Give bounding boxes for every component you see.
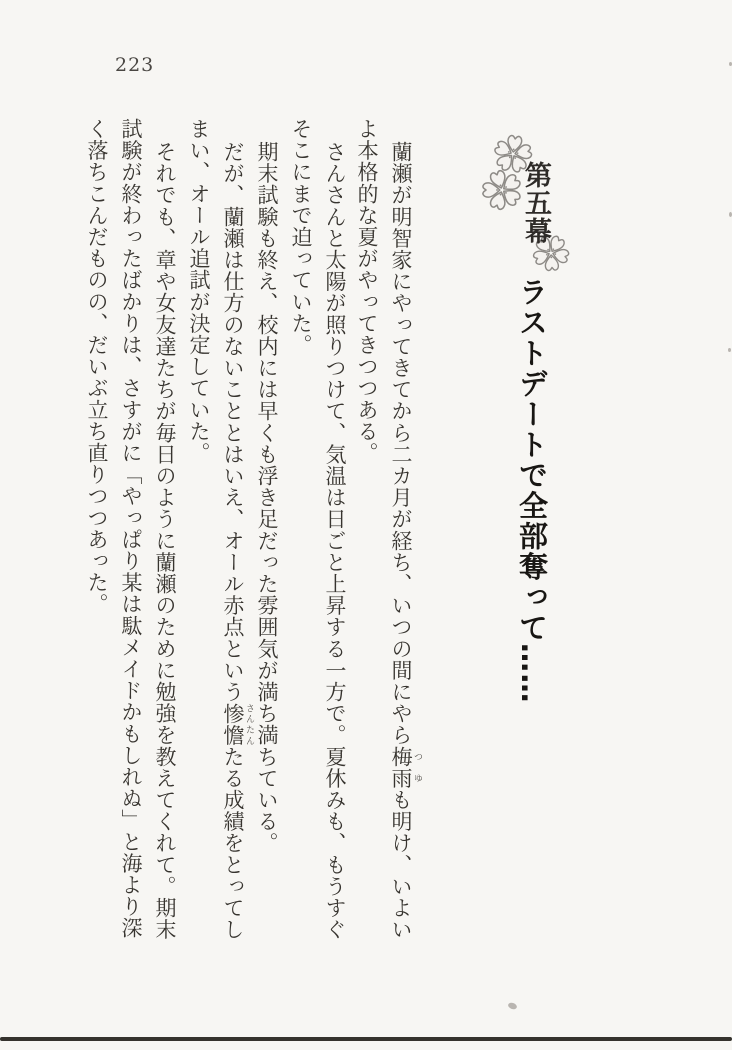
- text-line: [86, 118, 107, 615]
- furigana: つゆ: [412, 745, 422, 790]
- text-line: [222, 118, 254, 940]
- ruby-base: 惨憺: [221, 702, 245, 746]
- line-text: まい、オール追試が決定していた。: [187, 118, 211, 464]
- ruby-base: 梅雨: [389, 745, 413, 790]
- line-text: さんさんと太陽が照りつけて、気温は日ごと上昇する一方で。夏休みも、もうすぐ: [323, 141, 347, 941]
- line-text: も明け、いよい: [389, 789, 413, 941]
- ruby-annotation: [389, 745, 422, 790]
- furigana: さんたん: [244, 702, 254, 746]
- text-line: [154, 118, 175, 940]
- page-number: 223: [115, 54, 155, 76]
- scan-edge-line: [0, 1037, 732, 1041]
- text-line: [120, 118, 141, 939]
- chapter-number-label: 第五幕: [520, 161, 551, 245]
- text-line: [356, 118, 377, 464]
- chapter-title: ラストデートで全部奪って……: [515, 277, 549, 704]
- line-text: 期末試験も終え、校内には早くも浮き足だった雰囲気が満ち満ちている。: [255, 141, 279, 854]
- scan-speck: [507, 1002, 518, 1011]
- line-text: そこにまで迫っていた。: [289, 118, 313, 356]
- line-text: く落ちこんだものの、だいぶ立ち直りつつあった。: [85, 118, 109, 615]
- text-line: [324, 118, 345, 940]
- line-text: それでも、章や女友達たちが毎日のように蘭瀬のために勉強を教えてくれて。期末: [153, 141, 177, 941]
- text-line: [188, 118, 209, 464]
- line-text: 試験が終わったばかりは、さすがに「やっぱり某は駄メイドかもしれぬ」と海より深: [119, 118, 143, 939]
- line-text: よ本格的な夏がやってきつつある。: [355, 118, 379, 464]
- text-line: [290, 118, 311, 356]
- line-text: だが、蘭瀬は仕方のないこととはいえ、オール赤点という: [221, 141, 245, 703]
- text-line: [390, 118, 422, 940]
- line-text: 蘭瀬が明智家にやってきてから二カ月が経ち、いつの間にやら: [389, 141, 413, 746]
- text-line: [256, 118, 277, 854]
- ruby-annotation: [221, 702, 254, 746]
- scan-speck: [728, 348, 731, 352]
- line-text: たる成績をとってし: [221, 745, 245, 941]
